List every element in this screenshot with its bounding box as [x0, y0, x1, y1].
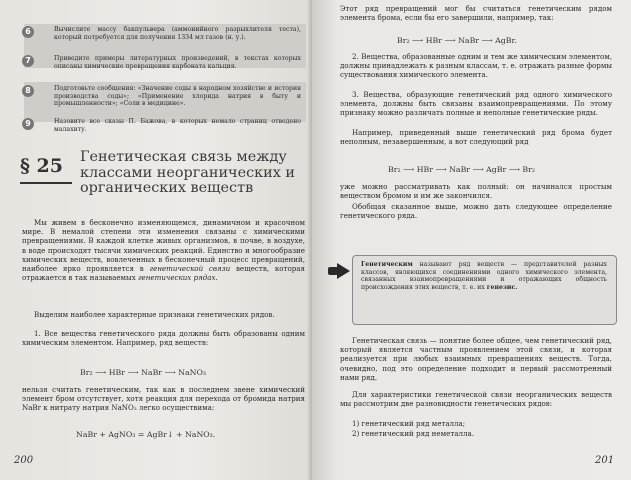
paragraph-text: Мы живем в бесконечно изменяющемся, динамичном и красочном мире. В немалой степени эти изменения связаны с химическими превращениями. В каждой клетке живых организмов, в почве, в воздухе, в воде происходят тысячи химических реакций. Единство и многообразие химических веществ, вовлеченных в бесконечный процесс превращений, наиболее ярко проявляется в [22, 218, 305, 274]
definition-term: Генетическим [361, 261, 413, 268]
paragraph: Обобщая сказанное выше, можно дать следующее определение генетического ряда. [340, 202, 612, 221]
list-item: 2) генетический ряд неметалла. [352, 429, 474, 438]
definition-text [361, 261, 607, 291]
paragraph: 1. Все вещества генетического ряда должны быть образованы одним химическим элементом. Например, ряд веществ: [22, 329, 305, 348]
definition-body: называют ряд веществ — представителей разных классов, являющихся соединениями одного химического элемента, связанных взаимопревращениями и отражающих общность происхождения этих веществ, т. е. их [361, 261, 607, 291]
paragraph: нельзя считать генетическим, так как в последнем звене химический элемент бром отсутствует, хотя реакция для перехода от бромида натрия NaBr к нитрату натрия NaNO₃ легко осуществима: [22, 385, 305, 413]
definition-arrow-icon [337, 263, 350, 279]
question-number: 9 [22, 118, 34, 130]
question-number: 6 [22, 26, 34, 38]
paragraph: уже можно рассматривать как полный: он начинался простым веществом бромом и им же закончился. [340, 182, 612, 201]
formula: NaBr + AgNO₃ = AgBr↓ + NaNO₃. [76, 430, 216, 439]
paragraph: Генетическая связь — понятие более общее, чем генетический ряд, который является частным проявлением этой связи, и которая реализуется при любых взаимных превращениях веществ. Тогда, очевидно, под это определение подходит и первый рассмотренный нами ряд. [340, 336, 612, 382]
definition-box [352, 255, 617, 325]
question-text: Назовите все сказы П. Бажова, в которых немало страниц отведено малахиту. [54, 118, 301, 133]
formula: Br₂ ⟶ HBr ⟶ NaBr ⟶ AgBr. [397, 36, 517, 45]
paragraph: 3. Вещества, образующие генетический ряд одного химического элемента, должны быть связаны взаимопревращениями. По этому признаку можно различать полные и неполные генетические ряды. [340, 90, 612, 118]
question-number: 8 [22, 85, 34, 97]
term-genetic-link: генетической связи [149, 264, 231, 274]
section-number: § 25 [20, 155, 63, 177]
definition-genesis: генезис. [486, 283, 518, 291]
question-text: Приведите примеры литературных произведений, в текстах которых описаны химические превращения карбоната кальция. [54, 55, 301, 70]
list-item: 1) генетический ряд металла; [352, 419, 466, 428]
page-number: 201 [595, 455, 615, 466]
paragraph: Выделим наиболее характерные признаки генетических рядов. [34, 310, 275, 319]
formula: Br₂ ⟶ HBr ⟶ NaBr ⟶ NaNO₃ [80, 368, 206, 377]
paragraph: Для характеристики генетической связи неорганических веществ мы рассмотрим две разновидности генетических рядов: [340, 390, 612, 409]
section-title: Генетическая связь между классами неорганических и органических веществ [80, 149, 296, 196]
left-page [0, 0, 312, 480]
paragraph-text: веществ, которая отражается в так называемых [22, 264, 305, 283]
question-text: Вычислите массу бакпульвера (аммонийного разрыхлителя теста), который потребуется для получения 1334 мл газов (н. у.). [54, 26, 301, 41]
term-genetic-rows: генетических рядах. [137, 273, 218, 283]
section-underline [20, 182, 72, 184]
paragraph: Например, приведенный выше генетический ряд брома будет неполным, незавершенным, а вот следующий ряд [340, 128, 612, 147]
paragraph [22, 218, 305, 282]
paragraph: 2. Вещества, образованные одним и тем же химическим элементом, должны принадлежать к разным классам, т. е. отражать разные формы существования химического элемента. [340, 52, 612, 80]
page-number: 200 [14, 455, 34, 466]
paragraph: Этот ряд превращений мог бы считаться генетическим рядом элемента брома, если бы его завершили, например, так: [340, 4, 612, 23]
question-text: Подготовьте сообщения: «Значение соды в народном хозяйстве и история производства соды»; «Применение хлорида натрия в быту и промышленности»; «Соли в медицине». [54, 85, 301, 108]
formula: Br₂ ⟶ HBr ⟶ NaBr ⟶ AgBr ⟶ Br₂ [388, 165, 535, 174]
question-number: 7 [22, 55, 34, 67]
